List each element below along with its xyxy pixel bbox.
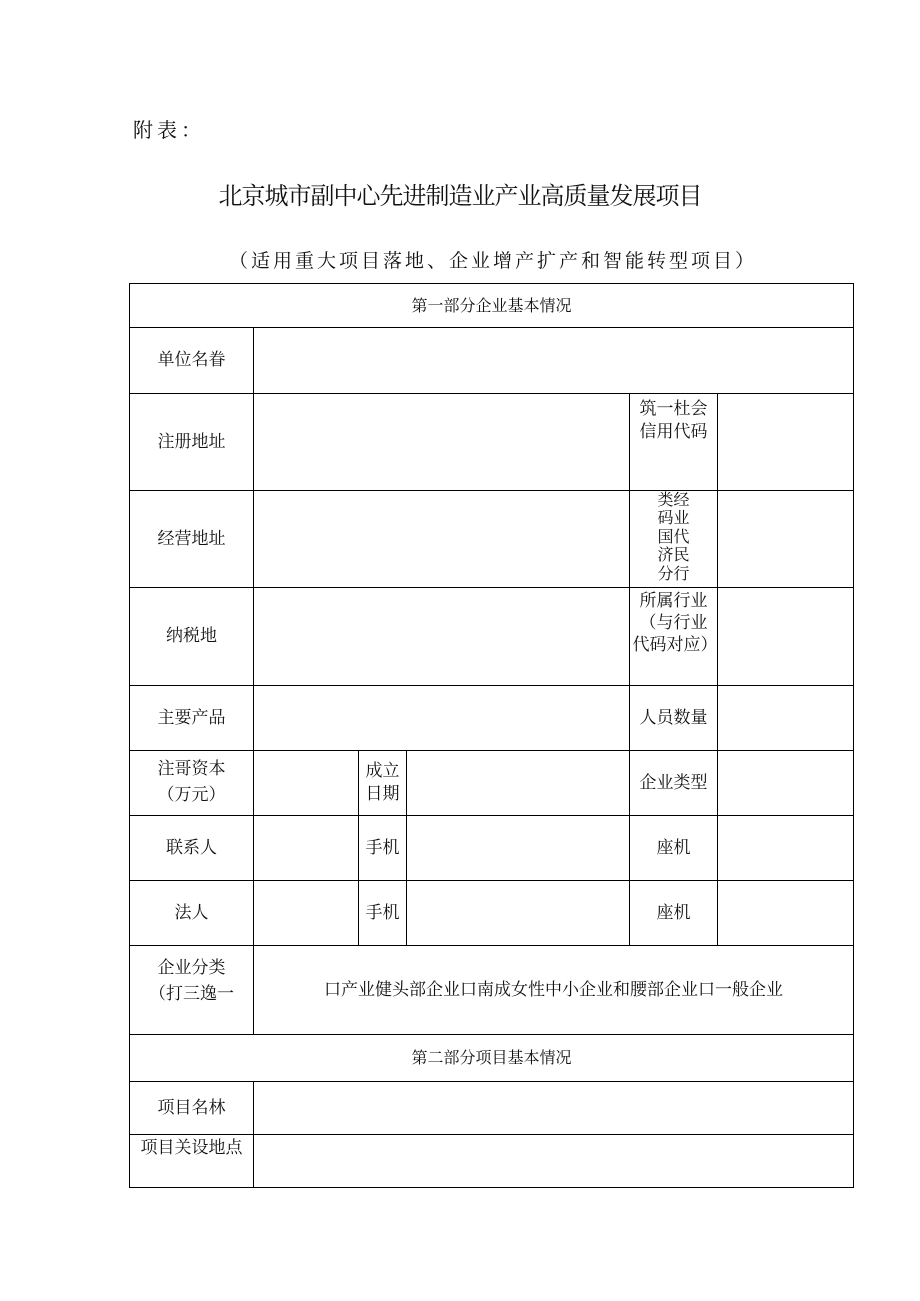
contact-mobile-label: 手机: [358, 815, 407, 881]
contact-phone-field[interactable]: [717, 815, 854, 881]
tax-location-label: 纳税地: [129, 587, 254, 686]
company-name-field[interactable]: [253, 327, 854, 394]
legal-mobile-field[interactable]: [406, 880, 630, 946]
main-products-field[interactable]: [253, 685, 630, 751]
industry-code-field[interactable]: [717, 490, 854, 588]
credit-code-text: 筑一杜会信用代码: [639, 399, 708, 442]
project-location-field[interactable]: [253, 1134, 854, 1188]
company-type-label: 企业类型: [629, 750, 718, 816]
company-type-field[interactable]: [717, 750, 854, 816]
business-address-label: 经营地址: [129, 490, 254, 588]
main-products-label: 主要产品: [129, 685, 254, 751]
credit-code-label: [629, 393, 718, 491]
legal-phone-label: 座机: [629, 880, 718, 946]
category-label: [129, 945, 254, 1035]
project-name-field[interactable]: [253, 1081, 854, 1135]
contact-field[interactable]: [253, 815, 359, 881]
contact-mobile-field[interactable]: [406, 815, 630, 881]
reg-address-label: 注册地址: [129, 393, 254, 491]
reg-capital-label: [129, 750, 254, 816]
project-location-label: 项目关设地点: [129, 1134, 254, 1188]
found-date-field[interactable]: [406, 750, 630, 816]
reg-capital-text: 注哥资本（万元）: [157, 759, 226, 805]
industry-field[interactable]: [717, 587, 854, 686]
industry-code-label: [629, 490, 718, 588]
found-date-label: [358, 750, 407, 816]
section2-heading: 第二部分项目基本情况: [129, 1034, 854, 1082]
section1-heading: 第一部分企业基本情况: [129, 283, 854, 328]
reg-capital-field[interactable]: [253, 750, 359, 816]
attachment-label: 附表：: [133, 118, 205, 142]
business-address-field[interactable]: [253, 490, 630, 588]
industry-text: 所属行业（与行业代码对应）: [632, 591, 718, 656]
reg-address-field[interactable]: [253, 393, 630, 491]
category-label-text: 企业分类（打三逸一: [149, 958, 234, 1004]
contact-label: 联系人: [129, 815, 254, 881]
category-options[interactable]: 口产业健头部企业口南成女性中小企业和腰部企业口一般企业: [253, 945, 854, 1035]
project-name-label: 项目名林: [129, 1081, 254, 1135]
industry-code-text: 类经码业国代济民分行: [657, 490, 690, 583]
credit-code-field[interactable]: [717, 393, 854, 491]
company-name-label: 单位名眷: [129, 327, 254, 394]
tax-location-field[interactable]: [253, 587, 630, 686]
legal-mobile-label: 手机: [358, 880, 407, 946]
contact-phone-label: 座机: [629, 815, 718, 881]
legal-rep-field[interactable]: [253, 880, 359, 946]
staff-count-label: 人员数量: [629, 685, 718, 751]
legal-phone-field[interactable]: [717, 880, 854, 946]
page-title: 北京城市副中心先进制造业产业高质量发展项目: [218, 182, 702, 210]
legal-rep-label: 法人: [129, 880, 254, 946]
industry-label: [629, 587, 718, 686]
page-subtitle: （适用重大项目落地、企业增产扩产和智能转型项目）: [228, 250, 757, 272]
found-date-text: 成立日期: [365, 761, 400, 804]
staff-count-field[interactable]: [717, 685, 854, 751]
